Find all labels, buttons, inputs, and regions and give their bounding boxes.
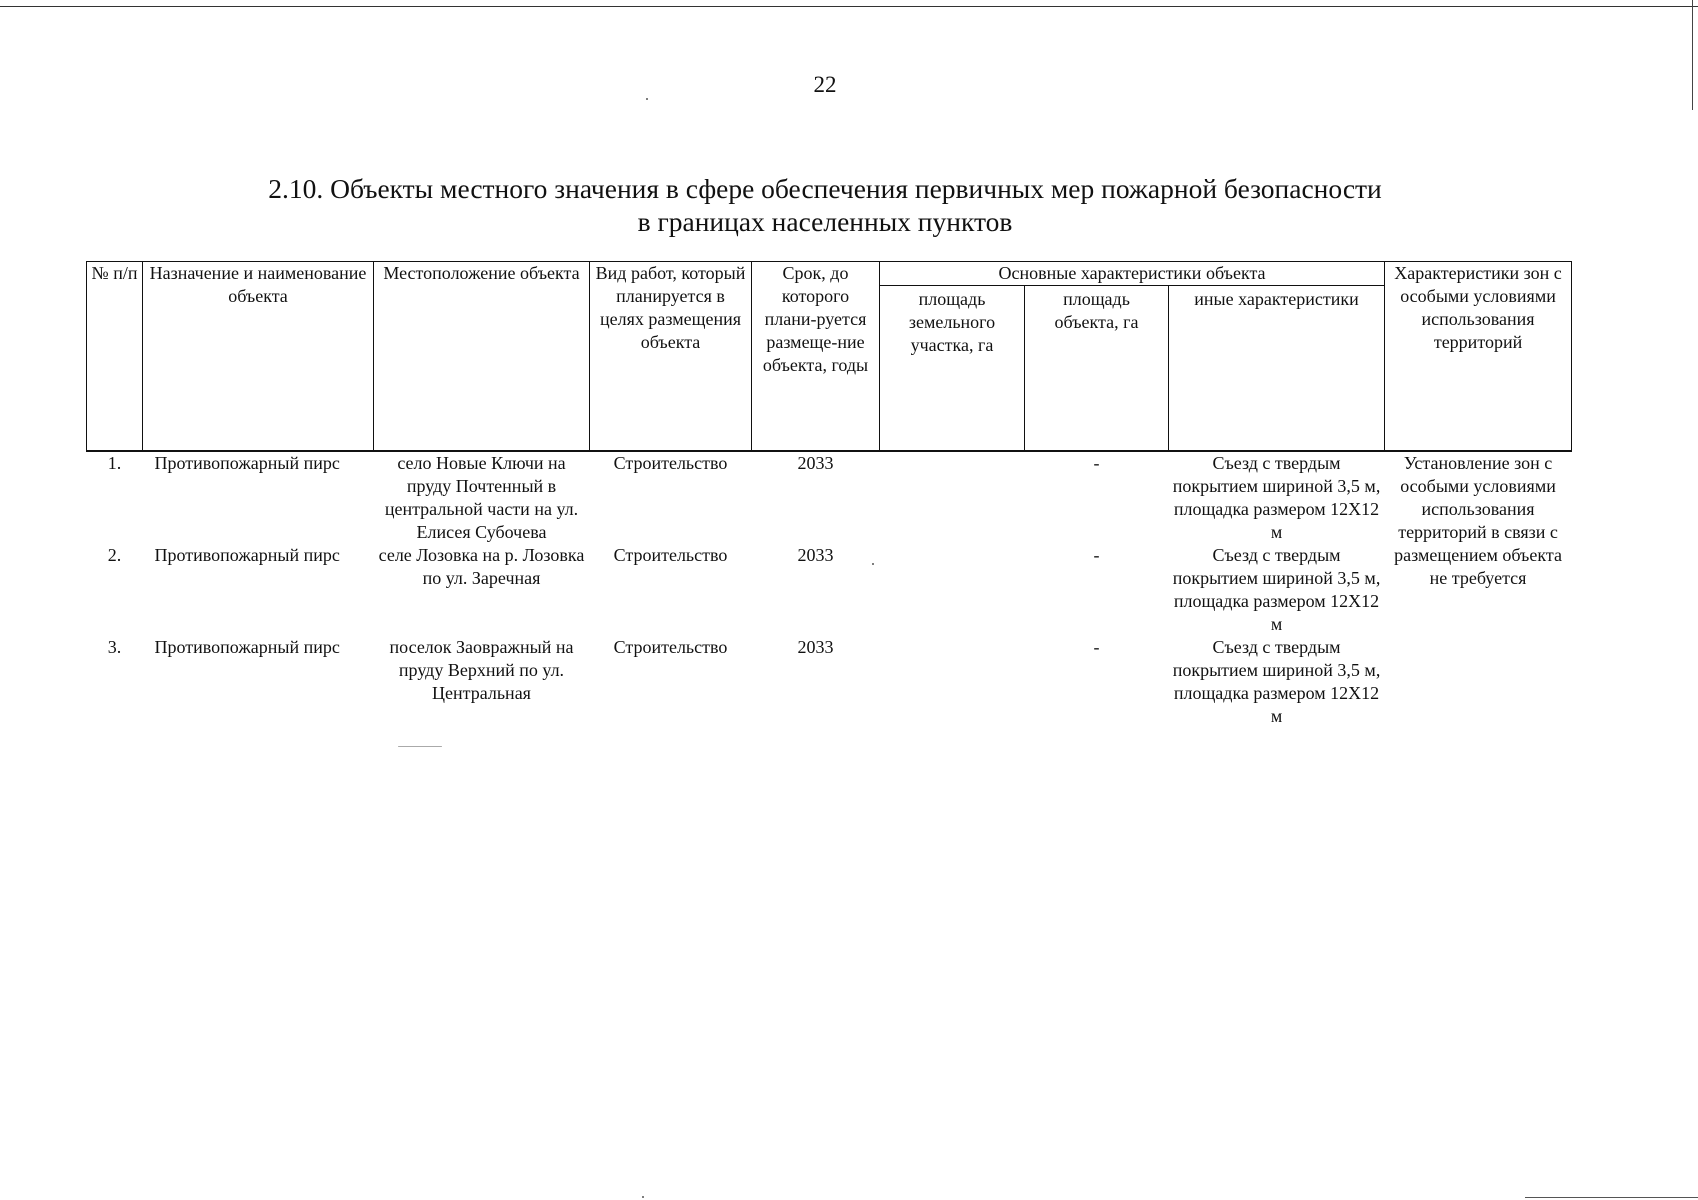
row-object-area: -	[1093, 545, 1100, 565]
row-object-area: -	[1093, 453, 1100, 473]
row-land-area	[880, 544, 1025, 636]
row-year: 2033	[797, 545, 834, 565]
scan-speck	[646, 98, 648, 100]
row-object-area: -	[1093, 637, 1100, 657]
header-location: Местоположение объекта	[374, 262, 590, 452]
row-num: 1.	[107, 453, 122, 473]
scan-edge-right	[1692, 0, 1693, 110]
row-work-type: Строительство	[613, 545, 728, 565]
scan-edge-bottom	[1525, 1197, 1698, 1198]
table-body	[87, 451, 1572, 728]
header-land-area: площадь земельного участка, га	[880, 286, 1025, 452]
header-object-area: площадь объекта, га	[1025, 286, 1169, 452]
header-other-characteristics: иные характеристики	[1169, 286, 1385, 452]
heading-line-2: в границах населенных пунктов	[637, 206, 1013, 237]
row-zones-note: Установление зон с особыми условиями использования территорий в связи с размещением объекта не требуется	[1394, 453, 1562, 588]
table-row	[87, 636, 1572, 728]
row-name: Противопожарный пирс	[154, 545, 340, 565]
heading-line-1: 2.10. Объекты местного значения в сфере обеспечения первичных мер пожарной безопасности	[268, 173, 1382, 204]
row-name: Противопожарный пирс	[154, 453, 340, 473]
row-land-area	[880, 636, 1025, 728]
row-num: 2.	[107, 545, 122, 565]
header-name: Назначение и наименование объекта	[143, 262, 374, 452]
row-location: селе Лозовка на р. Лозовка по ул. Заречная	[378, 545, 585, 588]
row-land-area	[880, 451, 1025, 544]
row-location: село Новые Ключи на пруду Почтенный в центральной части на ул. Елисея Субочева	[384, 453, 579, 542]
row-year: 2033	[797, 637, 834, 657]
table-header	[87, 262, 1572, 452]
header-zones: Характеристики зон с особыми условиями использования территорий	[1385, 262, 1572, 452]
page-heading	[0, 172, 1650, 238]
header-deadline: Срок, до которого плани-руется размеще-ние объекта, годы	[752, 262, 880, 452]
page-number: 22	[813, 72, 837, 97]
table-row	[87, 544, 1572, 636]
row-other: Съезд с твердым покрытием шириной 3,5 м, площадка размером 12Х12 м	[1172, 545, 1381, 634]
row-location: поселок Заовражный на пруду Верхний по ул. Центральная	[389, 637, 574, 703]
scan-speck	[642, 1196, 644, 1198]
header-main-characteristics: Основные характеристики объекта	[880, 262, 1385, 286]
header-num: № п/п	[87, 262, 143, 452]
objects-table	[86, 261, 1572, 728]
header-work-type: Вид работ, который планируется в целях размещения объекта	[590, 262, 752, 452]
scan-edge-top	[0, 6, 1698, 7]
row-num: 3.	[107, 637, 122, 657]
row-other: Съезд с твердым покрытием шириной 3,5 м, площадка размером 12Х12 м	[1172, 637, 1381, 726]
row-name: Противопожарный пирс	[154, 637, 340, 657]
row-other: Съезд с твердым покрытием шириной 3,5 м, площадка размером 12Х12 м	[1172, 453, 1381, 542]
row-work-type: Строительство	[613, 453, 728, 473]
table-row	[87, 451, 1572, 544]
row-year: 2033	[797, 453, 834, 473]
scan-speck	[398, 746, 442, 747]
row-work-type: Строительство	[613, 637, 728, 657]
